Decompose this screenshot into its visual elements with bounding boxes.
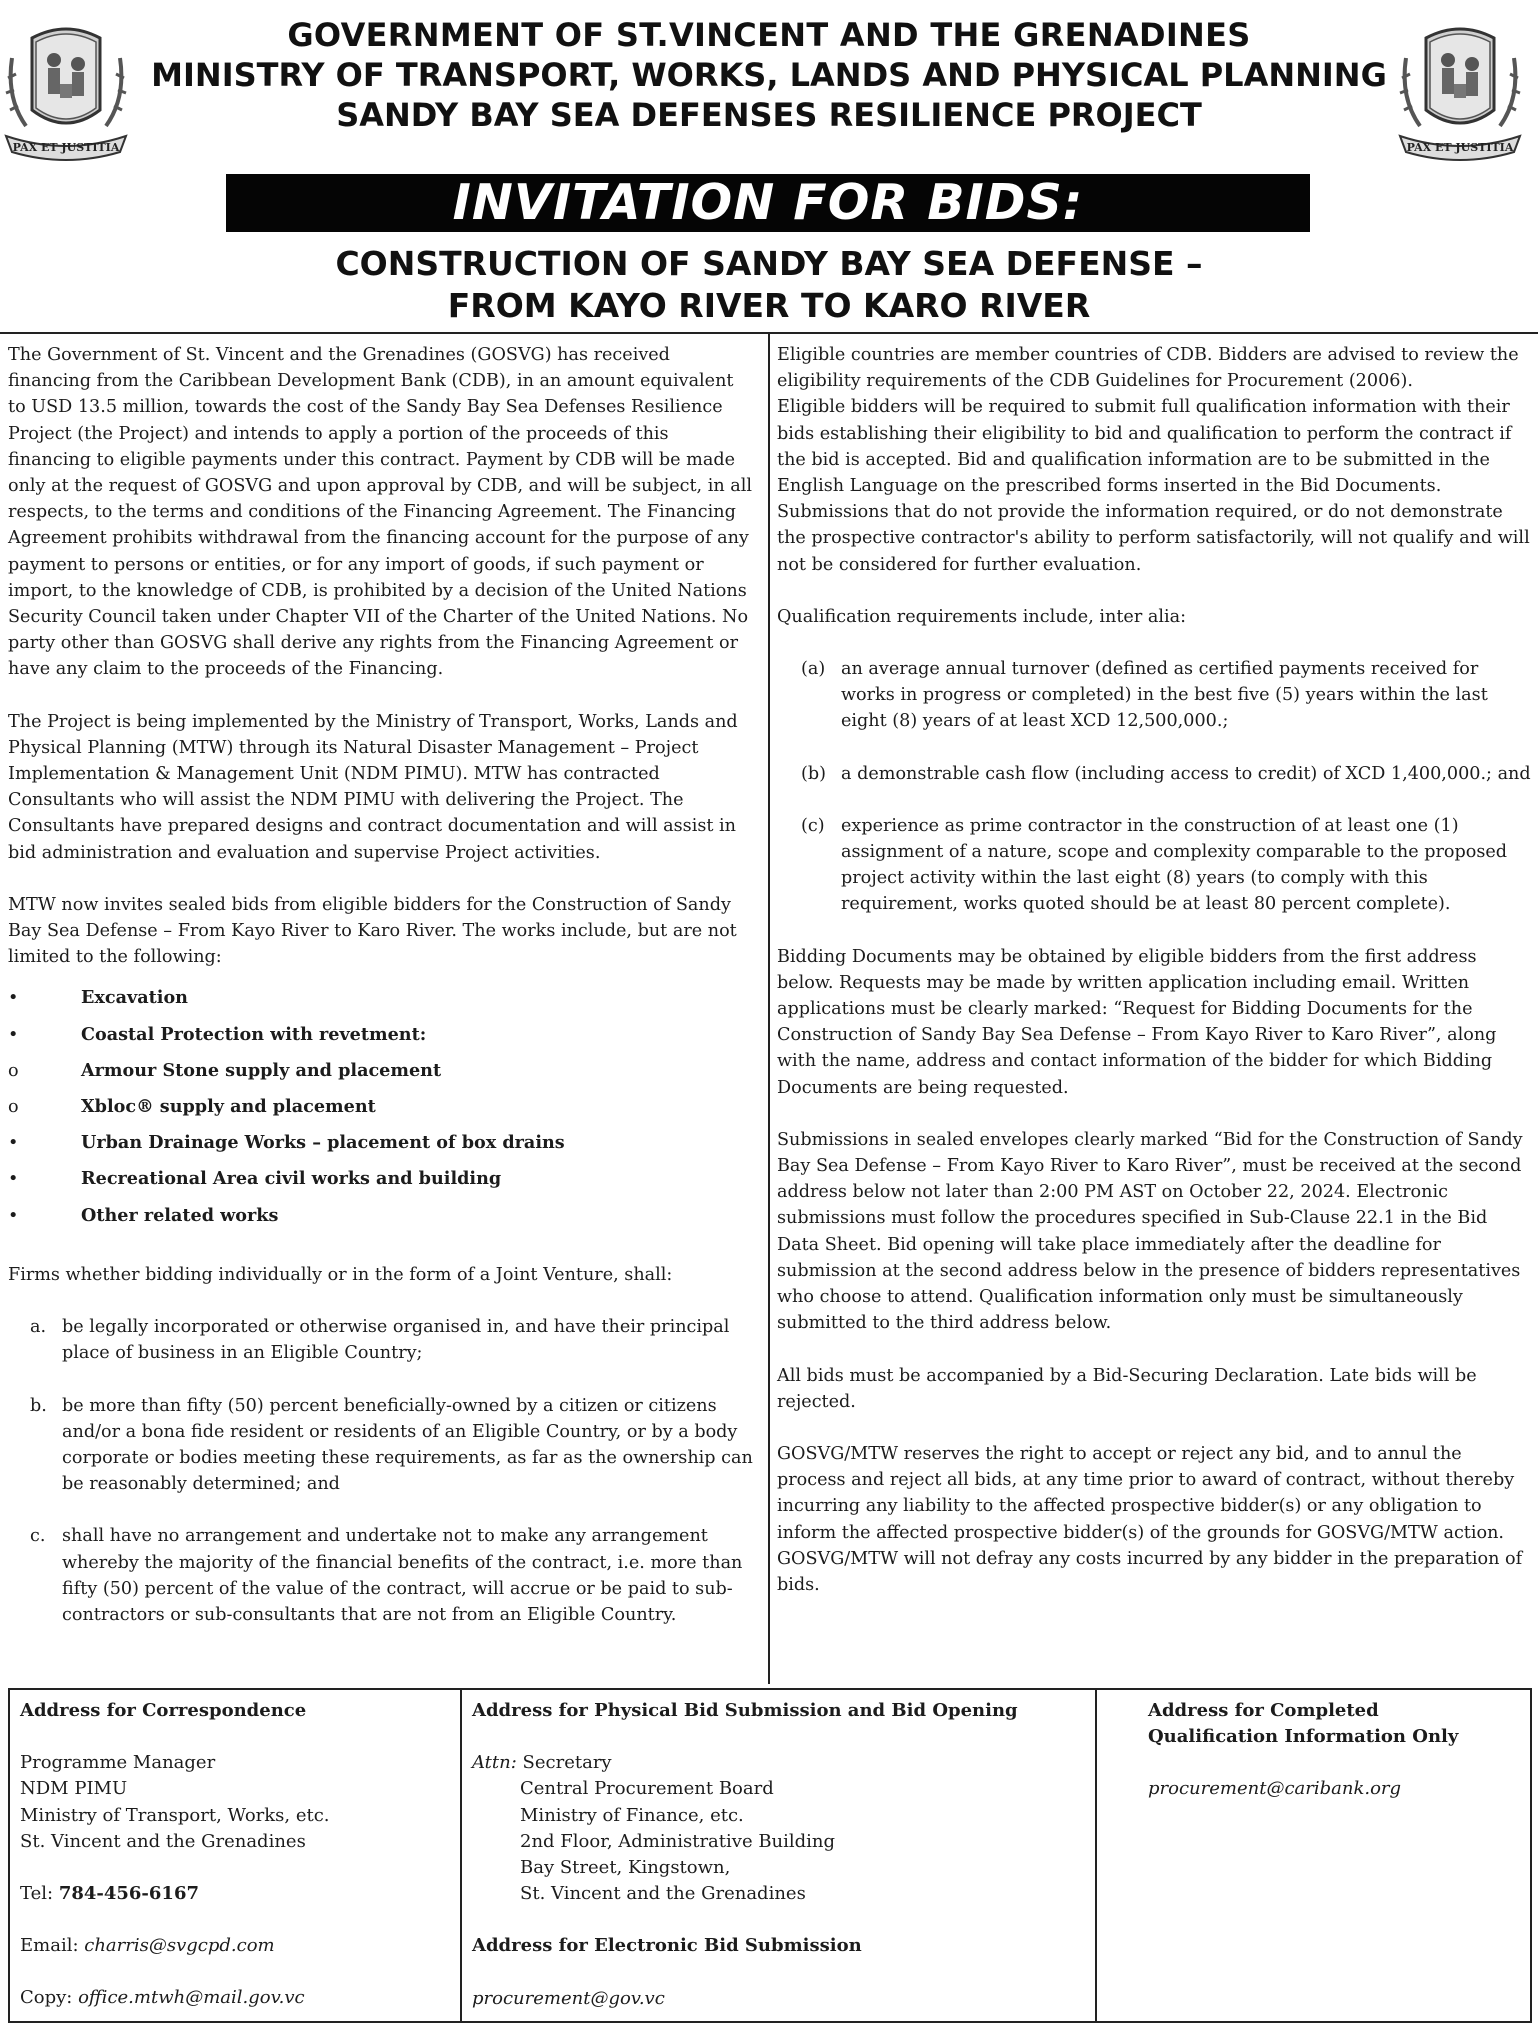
address-divider — [460, 1688, 462, 2023]
address-heading: Address for Completed — [1148, 1700, 1379, 1721]
telephone: Tel: 784-456-6167 — [20, 1883, 199, 1905]
physical-submission-address — [472, 1698, 1087, 2012]
rights-reserved-paragraph: GOSVG/MTW reserves the right to accept or reject any bid, and to annul the process and reject all bids, at any time prior to award of contract, without thereby incurring any liability to the affected prospective bidder(s) or any obligation to inform the affected prospective bidder(s) of the grounds for GOSVG/MTW action. GOSVG/MTW will not defray any costs incurred by any bidder in the preparation of bids. — [777, 1443, 1523, 1595]
crest-motto: PAX ET JUSTITIA — [1406, 141, 1514, 154]
contract-title-line1: CONSTRUCTION OF SANDY BAY SEA DEFENSE – — [335, 244, 1203, 283]
crest-motto: PAX ET JUSTITIA — [12, 141, 120, 154]
invitation-banner: INVITATION FOR BIDS: — [226, 174, 1310, 232]
address-heading: Address for Correspondence — [20, 1700, 307, 1721]
attention-line: Attn: Secretary — [472, 1752, 612, 1774]
qualification-email[interactable]: procurement@caribank.org — [1148, 1778, 1402, 1800]
list-item: a. be legally incorporated or otherwise organised in, and have their principal place of business in an Eligible Country; — [30, 1317, 730, 1364]
email: Email: charris@svgcpd.com — [20, 1935, 275, 1957]
email-link[interactable]: charris@svgcpd.com — [84, 1935, 275, 1957]
invitation-paragraph: MTW now invites sealed bids from eligible bidders for the Construction of Sandy Bay Sea Defense – From Kayo River to Karo River. The works include, but are not limited to the following: — [8, 894, 737, 968]
address-line: Programme Manager — [20, 1752, 216, 1774]
project-title: SANDY BAY SEA DEFENSES RESILIENCE PROJECT — [336, 96, 1202, 134]
qualification-address — [1148, 1698, 1528, 1803]
list-item: b. be more than fifty (50) percent beneficially-owned by a citizen or citizens and/or a bona fide resident or residents of an Eligible Country, or by a body corporate or bodies meeting these requirements, as far as the ownership can be reasonably determined; and — [30, 1395, 753, 1495]
address-line: Ministry of Transport, Works, etc. — [20, 1804, 330, 1826]
correspondence-address — [20, 1698, 450, 2012]
eligibility-paragraph: Eligible bidders will be required to submit full qualification information with their bids establishing their eligibility to bid and qualification to perform the contract if the bid is accepted. Bid and qualification information are to be submitted in the English Language on the prescribed forms inserted in the Bid Documents. Submissions that do not provide the information required, or do not demonstrate the prospective contractor's ability to perform satisfactorily, will not qualify and will not be considered for further evaluation. — [777, 397, 1530, 575]
government-title: GOVERNMENT OF ST.VINCENT AND THE GRENADINES — [287, 16, 1251, 54]
electronic-submission-email[interactable]: procurement@gov.vc — [472, 1987, 665, 2009]
address-line: NDM PIMU — [20, 1778, 128, 1800]
contract-title-line2: FROM KAYO RIVER TO KARO RIVER — [447, 286, 1091, 325]
qualification-intro: Qualification requirements include, inter alia: — [777, 606, 1187, 627]
list-item: (b) a demonstrable cash flow (including access to credit) of XCD 1,400,000.; and — [801, 763, 1531, 784]
bid-security-paragraph: All bids must be accompanied by a Bid-Securing Declaration. Late bids will be rejected. — [777, 1365, 1477, 1412]
list-item: (c) experience as prime contractor in the construction of at least one (1) assignment of a nature, scope and complexity comparable to the proposed project activity within the last eight (8) years (to comply with this requirement, works quoted should be at least 80 percent complete). — [801, 815, 1508, 915]
address-line: St. Vincent and the Grenadines — [520, 1883, 806, 1905]
list-item: • Recreational Area civil works and building — [8, 1168, 502, 1190]
coat-of-arms-right-icon — [1396, 18, 1524, 168]
address-divider — [1095, 1688, 1097, 2023]
qualification-list — [777, 656, 1532, 918]
list-item: • Other related works — [8, 1204, 279, 1226]
copy-email-link[interactable]: office.mtwh@mail.gov.vc — [78, 1987, 305, 2009]
copy-email: Copy: office.mtwh@mail.gov.vc — [20, 1987, 305, 2009]
address-line: 2nd Floor, Administrative Building — [520, 1830, 836, 1852]
coat-of-arms-left-icon — [2, 18, 130, 168]
telephone-number: 784-456-6167 — [58, 1883, 199, 1905]
works-list — [8, 980, 753, 1233]
financing-paragraph: The Government of St. Vincent and the Grenadines (GOSVG) has received financing from the Caribbean Development Bank (CDB), in an amount equivalent to USD 13.5 million, towards the cost of the Sandy Bay Sea Defenses Resilience Project (the Project) and intends to apply a portion of the proceeds of this financing to eligible payments under this contract. Payment by CDB will be made only at the request of GOSVG and upon approval by CDB, and will be subject, in all respects, to the terms and conditions of the Financing Agreement. The Financing Agreement prohibits withdrawal from the financing account for the purpose of any payment to persons or entities, or for any import of goods, if such payment or import, to the knowledge of CDB, is prohibited by a decision of the United Nations Security Council taken under Chapter VII of the Charter of the United Nations. No party other than GOSVG shall derive any rights from the Financing Agreement or have any claim to the proceeds of the Financing. — [8, 345, 753, 680]
electronic-submission-heading: Address for Electronic Bid Submission — [472, 1935, 862, 1957]
left-column — [8, 342, 753, 1654]
address-line: Bay Street, Kingstown, — [520, 1857, 731, 1879]
list-item: o Xbloc® supply and placement — [8, 1096, 376, 1118]
list-item: c. shall have no arrangement and undertake not to make any arrangement whereby the majority of the financial benefits of the contract, i.e. more than fifty (50) percent of the value of the contract, will accrue or be paid to sub-contractors or sub-consultants that are not from an Eligible Country. — [30, 1526, 743, 1625]
address-heading: Qualification Information Only — [1148, 1726, 1459, 1748]
column-divider — [768, 334, 770, 1684]
implementation-paragraph: The Project is being implemented by the Ministry of Transport, Works, Lands and Physical Planning (MTW) through its Natural Disaster Management – Project Implementation & Management Unit (NDM PIMU). MTW has contracted Consultants who will assist the NDM PIMU with delivering the Project. The Consultants have prepared designs and contract documentation and will assist in bid administration and evaluation and supervise Project activities. — [8, 711, 738, 863]
list-item: • Urban Drainage Works – placement of box drains — [8, 1132, 565, 1154]
bidding-documents-paragraph: Bidding Documents may be obtained by eligible bidders from the first address below. Requests may be made by written application including email. Written applications must be clearly marked: “Request for Bidding Documents for the Construction of Sandy Bay Sea Defense – From Kayo River to Karo River”, along with the name, address and contact information of the bidder for which Bidding Documents are being requested. — [777, 946, 1497, 1098]
list-item: o Armour Stone supply and placement — [8, 1059, 442, 1081]
eligible-countries-paragraph: Eligible countries are member countries of CDB. Bidders are advised to review the eligibility requirements of the CDB Guidelines for Procurement (2006). — [777, 345, 1519, 392]
address-line: Ministry of Finance, etc. — [520, 1804, 744, 1826]
firms-intro: Firms whether bidding individually or in the form of a Joint Venture, shall: — [8, 1264, 673, 1285]
list-item: (a) an average annual turnover (defined as certified payments received for works in progress or completed) in the best five (5) years within the last eight (8) years of at least XCD 12,500,000.; — [801, 659, 1488, 732]
right-column — [777, 342, 1532, 1624]
list-item: • Excavation — [8, 987, 188, 1009]
address-line: Central Procurement Board — [520, 1778, 774, 1800]
firm-requirements-list — [8, 1314, 753, 1628]
list-item: • Coastal Protection with revetment: — [8, 1023, 427, 1045]
submission-paragraph: Submissions in sealed envelopes clearly marked “Bid for the Construction of Sandy Bay Sea Defense – From Kayo River to Karo River”, must be received at the second address below not later than 2:00 PM AST on October 22, 2024. Electronic submissions must follow the procedures specified in Sub-Clause 22.1 in the Bid Data Sheet. Bid opening will take place immediately after the deadline for submission at the second address below in the presence of bidders representatives who choose to attend. Qualification information only must be simultaneously submitted to the third address below. — [777, 1129, 1523, 1334]
address-line: St. Vincent and the Grenadines — [20, 1830, 306, 1852]
ministry-title: MINISTRY OF TRANSPORT, WORKS, LANDS AND PHYSICAL PLANNING — [151, 56, 1387, 94]
address-heading: Address for Physical Bid Submission and Bid Opening — [472, 1700, 1018, 1721]
